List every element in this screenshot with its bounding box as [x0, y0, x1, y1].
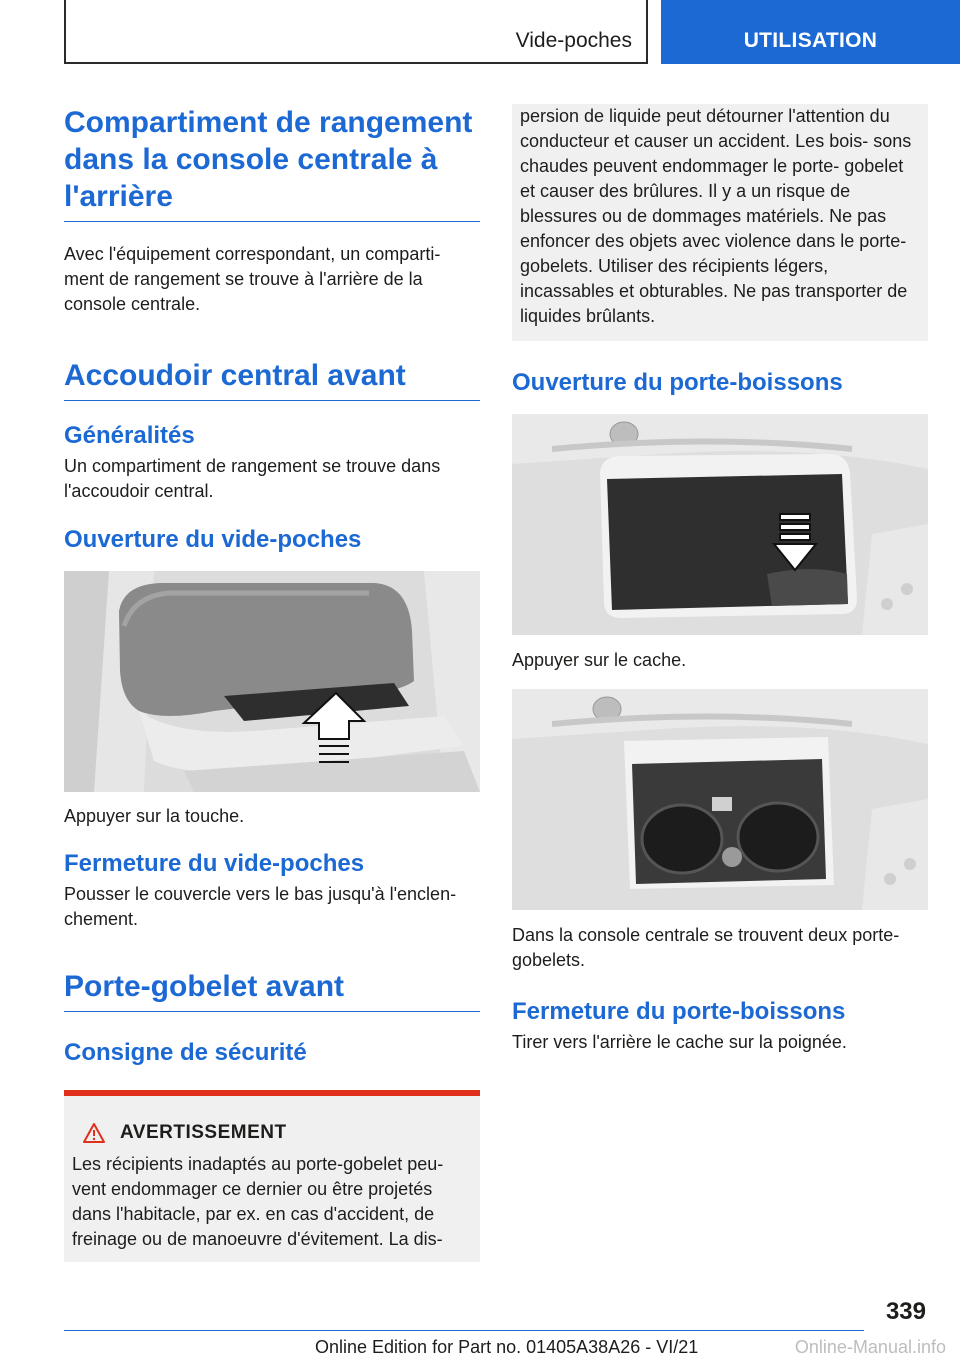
caption-press-cover: Appuyer sur le cache.	[512, 650, 687, 670]
armrest-figure	[64, 571, 480, 792]
heading-close-tray: Fermeture du vide-poches	[64, 850, 365, 877]
cup-holders-illustration	[512, 689, 928, 910]
text-close-cup: Tirer vers l'arrière le cache sur la poignée.	[512, 1032, 847, 1052]
warning-box	[64, 1090, 480, 1262]
right-column	[512, 104, 928, 1055]
heading-cup-holder: Porte-gobelet avant	[64, 968, 480, 1012]
heading-rear-compartment: Compartiment de rangement dans la console centrale à l'arrière	[64, 104, 480, 222]
left-column	[64, 104, 480, 1262]
warning-text-part1: Les récipients inadaptés au porte-gobelet peu- vent endommager ce dernier ou être projetés dans l'habitacle, par ex. en cas d'accident, de freinage ou de manoeuvre d'évitement. La dis-	[72, 1154, 444, 1249]
heading-front-armrest: Accoudoir central avant	[64, 357, 480, 401]
warning-text-part2: persion de liquide peut détourner l'attention du conducteur et causer un accident. Les bois- sons chaudes peuvent endommager le porte- gobelet et causer des brûlures. Il y a un risque de blessures ou de dommages matériels. Ne pas enfoncer des objets avec violence dans le porte-gobelets. Utiliser des récipients légers, incassables et obturables. Ne pas transporter de liquides brûlants.	[520, 106, 912, 326]
text-rear-compartment: Avec l'équipement correspondant, un comparti- ment de rangement se trouve à l'arrière de la console centrale.	[64, 244, 441, 314]
warning-triangle-icon	[82, 1122, 106, 1144]
watermark-text: Online-Manual.info	[794, 1337, 946, 1357]
header-chapter-tab[interactable]	[661, 0, 960, 64]
text-general: Un compartiment de rangement se trouve dans l'accoudoir central.	[64, 456, 441, 501]
cup-holders-figure	[512, 689, 928, 910]
cup-cover-figure	[512, 414, 928, 635]
cup-cover-illustration	[512, 414, 928, 635]
heading-general: Généralités	[64, 422, 195, 449]
edition-text: Online Edition for Part no. 01405A38A26 - VI/21	[315, 1337, 699, 1357]
warning-continued	[512, 104, 928, 341]
heading-open-cup: Ouverture du porte-boissons	[512, 369, 843, 396]
header-chapter-label: UTILISATION	[743, 29, 878, 52]
text-close-tray: Pousser le couvercle vers le bas jusqu'à l'enclen- chement.	[64, 884, 457, 929]
caption-two-holders: Dans la console centrale se trouvent deux porte- gobelets.	[512, 925, 900, 970]
warning-title: AVERTISSEMENT	[120, 1122, 287, 1143]
header-section-box	[64, 0, 648, 64]
page-number: 339	[885, 1298, 926, 1325]
warning-header	[72, 1096, 472, 1144]
header-section-title: Vide-poches	[515, 29, 632, 52]
armrest-illustration	[64, 571, 480, 792]
heading-close-cup: Fermeture du porte-boissons	[512, 998, 846, 1025]
heading-open-tray: Ouverture du vide-poches	[64, 526, 362, 553]
warning-body	[64, 1096, 480, 1262]
heading-safety: Consigne de sécurité	[64, 1039, 307, 1066]
caption-open-tray: Appuyer sur la touche.	[64, 806, 245, 826]
footer-divider	[64, 1330, 864, 1331]
